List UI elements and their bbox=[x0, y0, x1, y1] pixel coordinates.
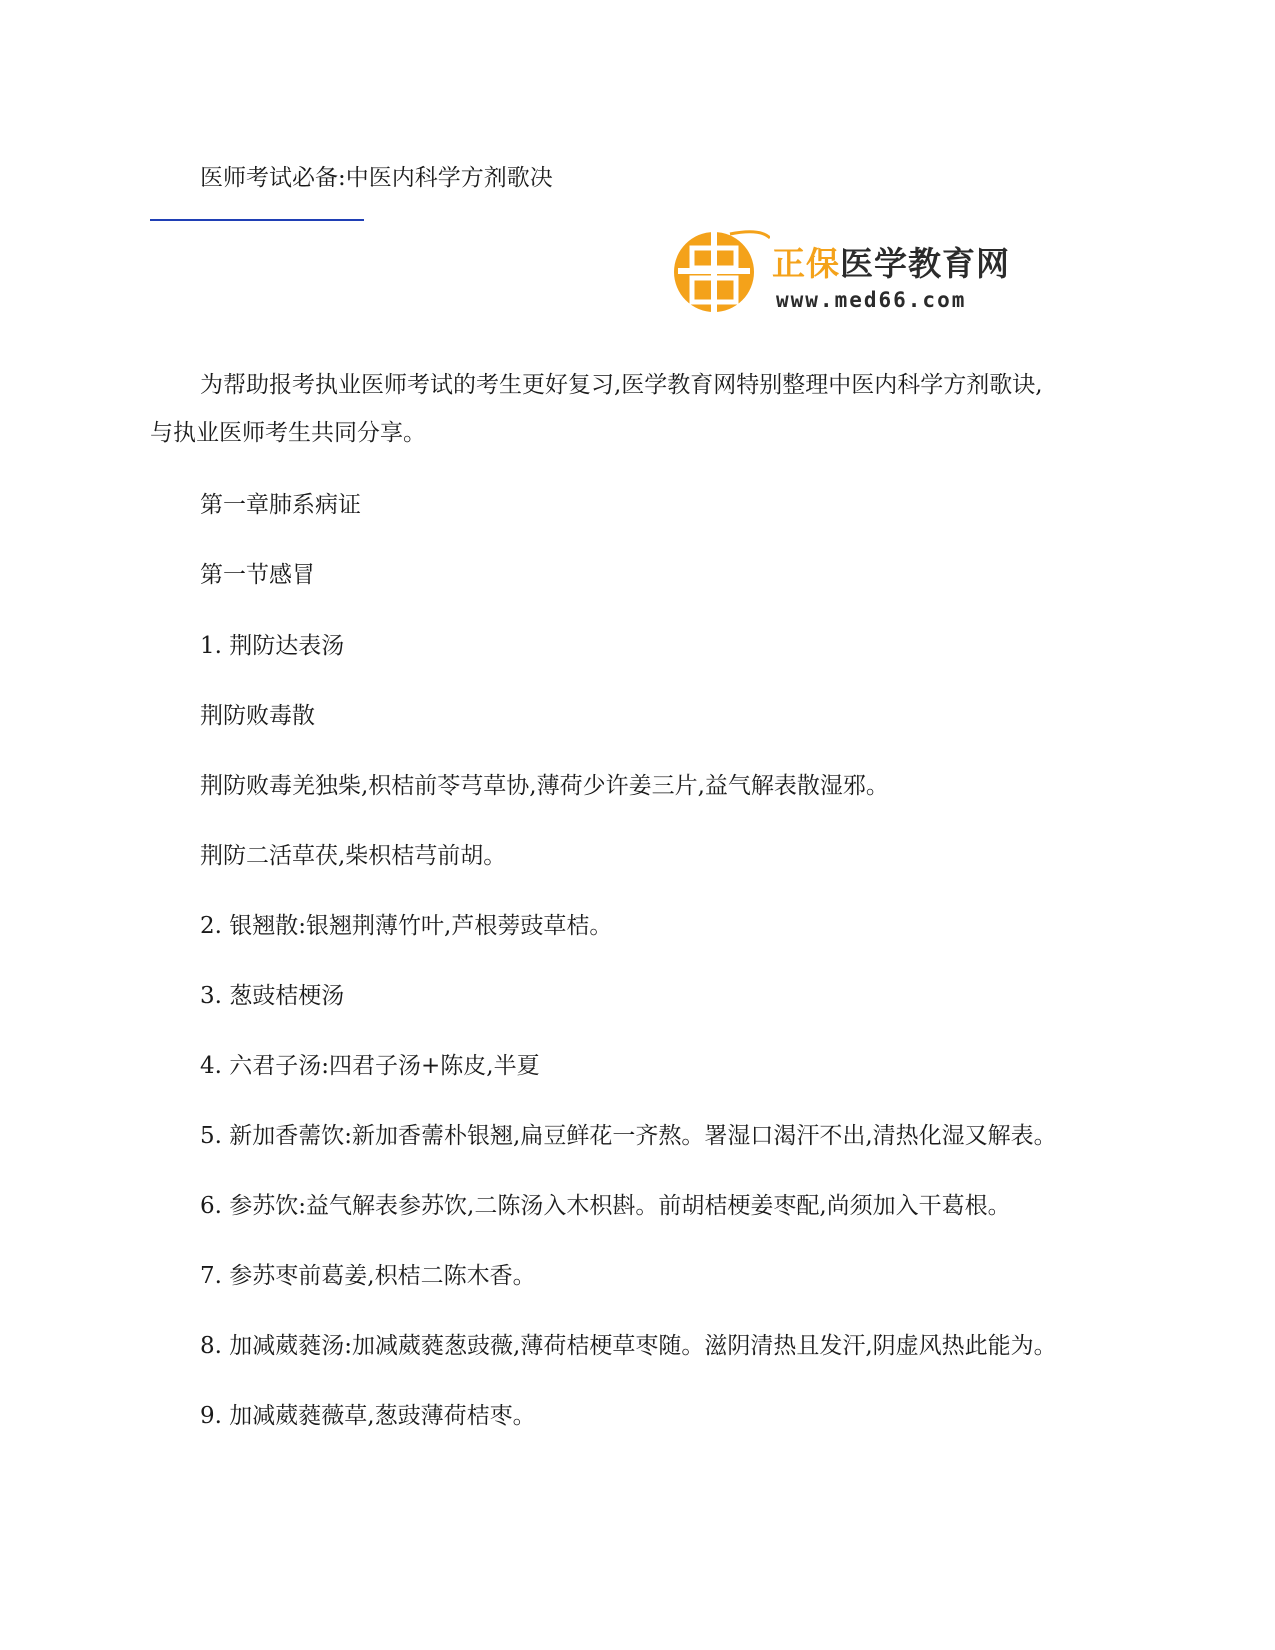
list-item: 7. 参苏枣前葛姜,枳桔二陈木香。 bbox=[200, 1263, 536, 1289]
list-item: 3. 葱豉桔梗汤 bbox=[200, 983, 345, 1009]
intro-line-1: 为帮助报考执业医师考试的考生更好复习,医学教育网特别整理中医内科学方剂歌诀, bbox=[200, 372, 1043, 398]
logo-url: www.med66.com bbox=[776, 288, 967, 312]
list-item: 4. 六君子汤:四君子汤+陈皮,半夏 bbox=[200, 1053, 540, 1079]
list-item: 荆防败毒散 bbox=[200, 703, 315, 729]
document-title: 医师考试必备:中医内科学方剂歌决 bbox=[200, 165, 553, 191]
list-item: 9. 加减葳蕤薇草,葱豉薄荷桔枣。 bbox=[200, 1403, 536, 1429]
list-item: 5. 新加香薷饮:新加香薷朴银翘,扁豆鲜花一齐熬。署湿口渴汗不出,清热化湿又解表。 bbox=[200, 1123, 1057, 1149]
section-heading: 第一节感冒 bbox=[200, 562, 315, 588]
list-item: 2. 银翘散:银翘荆薄竹叶,芦根蒡豉草桔。 bbox=[200, 913, 613, 939]
intro-line-2: 与执业医师考生共同分享。 bbox=[150, 420, 426, 446]
title-underline bbox=[150, 219, 364, 221]
list-item: 荆防二活草茯,柴枳桔芎前胡。 bbox=[200, 843, 507, 869]
med66-logo-icon bbox=[670, 228, 770, 318]
med66-logo bbox=[670, 228, 1020, 318]
list-item: 6. 参苏饮:益气解表参苏饮,二陈汤入木枳斟。前胡桔梗姜枣配,尚须加入干葛根。 bbox=[200, 1193, 1011, 1219]
list-item: 1. 荆防达表汤 bbox=[200, 633, 345, 659]
logo-wordmark bbox=[772, 246, 1010, 282]
list-item: 荆防败毒羌独柴,枳桔前苓芎草协,薄荷少许姜三片,益气解表散湿邪。 bbox=[200, 773, 889, 799]
logo-brand: 正保 bbox=[772, 244, 840, 283]
chapter-heading: 第一章肺系病证 bbox=[200, 492, 361, 518]
list-item: 8. 加减葳蕤汤:加减葳蕤葱豉薇,薄荷桔梗草枣随。滋阴清热且发汗,阴虚风热此能为。 bbox=[200, 1333, 1057, 1359]
logo-name: 医学教育网 bbox=[840, 244, 1010, 283]
